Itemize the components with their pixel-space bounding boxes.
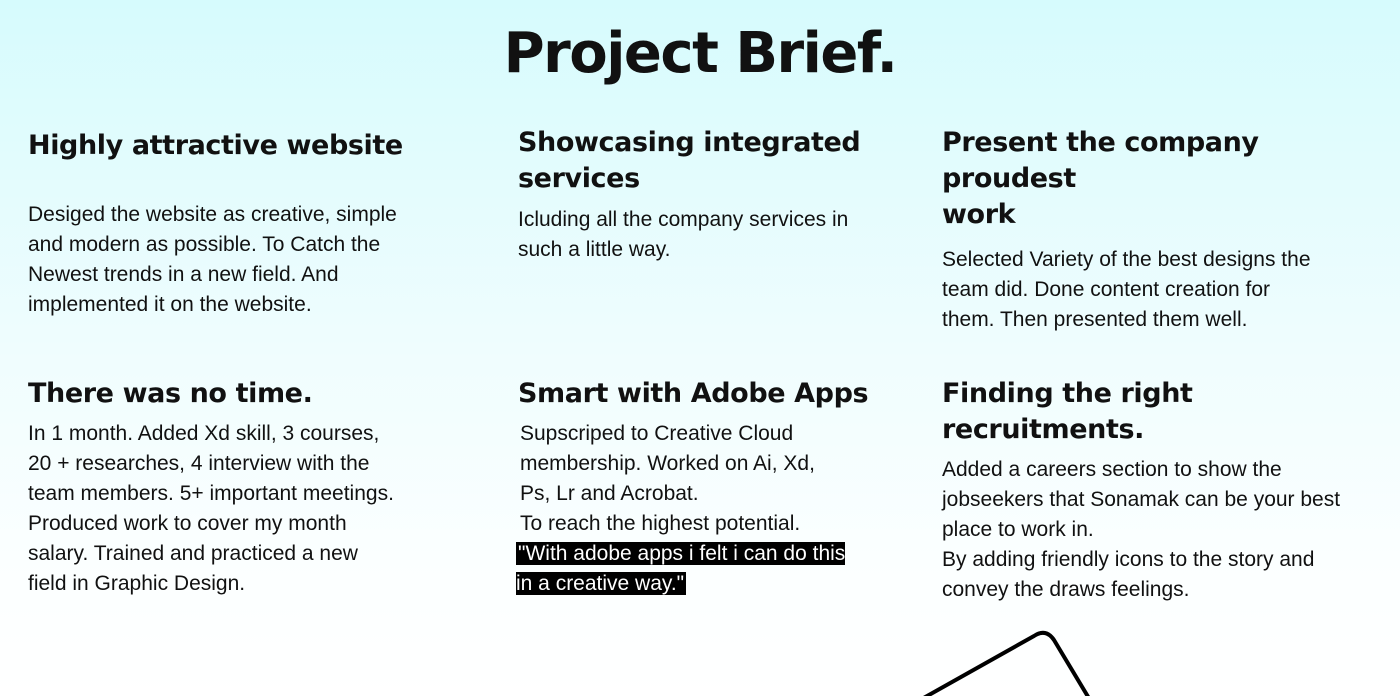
brief-item-body: Icluding all the company services in such a little way. [518, 208, 849, 261]
brief-item-body: In 1 month. Added Xd skill, 3 courses, 20 + researches, 4 interview with the team members. 5+ important meetings. Produced work to cover my month salary. Trained and practiced a new field in Graphic Design. [28, 422, 394, 595]
brief-item-heading: Finding the right recruitments. [942, 378, 1193, 445]
brief-item-body: Supscriped to Creative Cloud membership. Worked on Ai, Xd, Ps, Lr and Acrobat. To reach the highest potential. [520, 422, 815, 535]
page-title: Project Brief. [503, 21, 897, 86]
quote-text: "With adobe apps i felt i can do this in a creative way." [516, 542, 846, 595]
brief-item-heading: Smart with Adobe Apps [518, 378, 869, 409]
brief-item-heading: There was no time. [28, 378, 313, 409]
brief-item-body: Added a careers section to show the jobseekers that Sonamak can be your best place to work in. By adding friendly icons to the story and convey the draws feelings. [942, 458, 1341, 601]
brief-item-heading: Present the company proudest work [942, 127, 1259, 230]
brief-item-body: Desiged the website as creative, simple and modern as possible. To Catch the Newest trends in a new field. And implemented it on the website. [28, 203, 397, 316]
brief-item-body: Selected Variety of the best designs the team did. Done content creation for them. Then presented them well. [942, 248, 1311, 331]
brief-item-heading: Showcasing integrated services [518, 127, 861, 194]
brief-item-heading: Highly attractive website [28, 130, 403, 161]
